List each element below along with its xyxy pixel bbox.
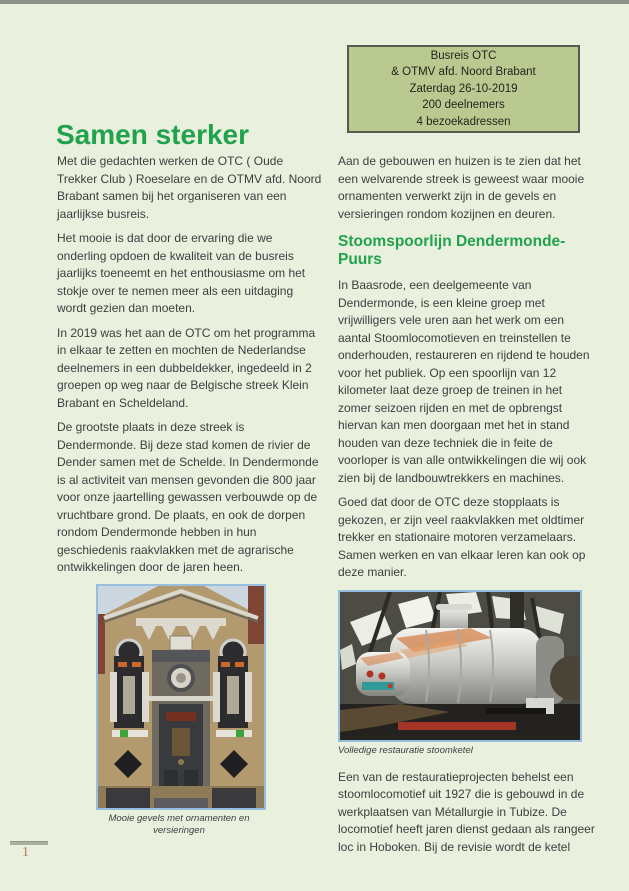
page-top-border <box>0 0 629 4</box>
footer-rule <box>10 841 48 845</box>
page-title: Samen sterker <box>56 118 250 150</box>
facade-photo <box>96 584 266 810</box>
paragraph: In Baasrode, een deelgemeente van Dendermonde, is een kleine groep met vrijwilligers vele uren aan het werk om een aantal Stoomlocomotieven en treinstellen te onderhouden, restaureren en rijdend te houden voor het publiek. Op een spoorlijn van 12 kilometer laat deze groep de treinen in het zomer seizoen rijden en met de opbrengst hiervan kan men doorgaan met het in stand houden van deze techniek die in feite de voorloper is van alle ontwikkelingen die wij ook zien bij de landbouwtrekkers en machines. <box>338 278 590 485</box>
boiler-photo <box>338 590 582 742</box>
paragraph: De grootste plaats in deze streek is Dendermonde. Bij deze stad komen de rivier de Dender samen met de Schelde. In Dendermonde is al activiteit van mensen gevonden die 800 jaar voor onze jaartelling gewassen verbouwde op de vruchtbare grond. De plaats, en ook de dorpen rondom Dendermonde hebben in hun geschiedenis raakvlakken met de agrarische ontwikkelingen door de jaren heen. <box>57 420 319 574</box>
boiler-photo-caption: Volledige restauratie stoomketel <box>338 744 473 756</box>
paragraph: Aan de gebouwen en huizen is te zien dat het een welvarende streek is geweest waar mooie ornamenten verwerkt zijn in de gevels en versieringen rondom kozijnen en deuren. <box>338 154 585 221</box>
info-box-line: 200 deelnemers <box>422 99 505 112</box>
info-box-line: 4 bezoekadressen <box>416 115 511 128</box>
info-box-line: Busreis OTC <box>430 49 497 62</box>
trip-info-box <box>347 45 580 133</box>
paragraph: Het mooie is dat door de ervaring die we onderling opdoen de kwaliteit van de busreis jaarlijks toeneemt en het enthousiasme om het stokje over te nemen meer als een uitdaging wordt gezien dan moeten. <box>57 231 306 315</box>
info-box-line: Zaterdag 26-10-2019 <box>409 82 518 95</box>
paragraph: In 2019 was het aan de OTC om het programma in elkaar te zetten en mochten de Nederlandse deelnemers in een dubbeldekker, ingedeeld in 2 groepen op weg naar de Belgische streek Klein Brabant en Scheldeland. <box>57 325 316 410</box>
paragraph: Een van de restauratieprojecten behelst een stoomlocomotief uit 1927 die is gebouwd in de werkplaatsen van Métallurgie in Tubize. De locomotief heeft jaren dienst gedaan als rangeer loc in Hoboken. Bij de revisie wordt de ketel <box>338 769 595 854</box>
right-column <box>338 153 598 863</box>
info-box-line: & OTMV afd. Noord Brabant <box>391 66 536 79</box>
section-heading: Stoomspoorlijn Dendermonde-Puurs <box>338 233 566 268</box>
page-number: 1 <box>22 845 29 860</box>
facade-photo-caption: Mooie gevels met ornamenten en versieringen <box>108 812 250 836</box>
left-column <box>57 153 323 837</box>
paragraph: Goed dat door de OTC deze stopplaats is gekozen, er zijn veel raakvlakken met oldtimer trekker en stationaire motoren verzamelaars. Samen werken en van elkaar leren kan ook op deze manier. <box>338 495 586 579</box>
paragraph: Met die gedachten werken de OTC ( Oude Trekker Club ) Roeselare en de OTMV afd. Noord Brabant samen bij het organiseren van een jaarlijkse busreis. <box>57 154 322 221</box>
